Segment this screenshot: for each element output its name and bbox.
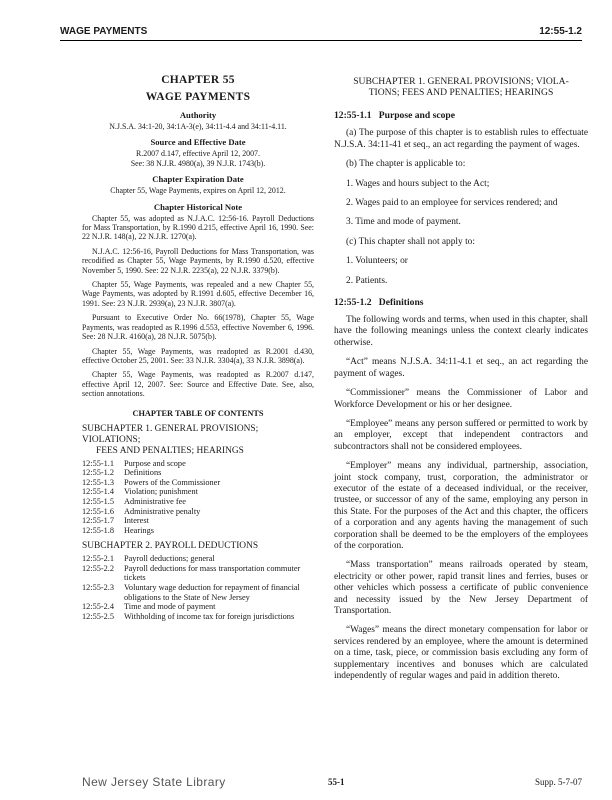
- toc-row: [82, 526, 220, 536]
- toc-title: Withholding of income tax for foreign jurisdictions: [124, 611, 295, 621]
- s11-item-b2: 2. Wages paid to an employee for services rendered; and: [346, 198, 558, 209]
- toc-row: [82, 516, 220, 526]
- s12-intro: The following words and terms, when used in this chapter, shall have the following meanings unless the context clearly indicates otherwise.: [334, 315, 588, 348]
- expiration-heading: Chapter Expiration Date: [152, 174, 244, 185]
- toc-row: [82, 507, 220, 517]
- subchapter-1-heading-line1: SUBCHAPTER 1. GENERAL PROVISIONS; VIOLA-: [353, 76, 569, 87]
- toc-subchapter-1-line1: SUBCHAPTER 1. GENERAL PROVISIONS; VIOLATIONS;: [82, 423, 259, 445]
- history-note-4: Pursuant to Executive Order No. 66(1978), Chapter 55, Wage Payments, was readopted as R.1996 d.553, effective November 6, 1996. See: 28 N.J.R. 4160(a), 28 N.J.R. 5075(b).: [82, 313, 314, 342]
- section-1-1-heading: 12:55-1.1 Purpose and scope: [334, 110, 455, 122]
- header-rule: [60, 40, 582, 41]
- toc-list-1: [82, 459, 220, 536]
- history-heading: Chapter Historical Note: [153, 201, 243, 212]
- toc-row: [82, 554, 314, 564]
- def-wages: “Wages” means the direct monetary compensation for labor or services rendered by an employee, where the amount is determined on a time, task, piece, or commission basis excluding any form of supplementary incentives and bonuses which are calculated independently of regular wages and paid in addition thereto.: [334, 625, 588, 682]
- history-notes: [82, 214, 314, 399]
- expiration-text: Chapter 55, Wage Payments, expires on April 12, 2012.: [110, 186, 286, 196]
- s11-para-a: (a) The purpose of this chapter is to establish rules to effectuate N.J.S.A. 34:11-41 et seq., an act regarding the payment of wages.: [334, 128, 588, 150]
- def-employee: “Employee” means any person suffered or permitted to work by an employer, except that independent contractors and subcontractors shall not be considered employees.: [334, 418, 588, 452]
- toc-list-2: [82, 554, 314, 621]
- subchapter-1-heading: [334, 76, 588, 98]
- chapter-title: WAGE PAYMENTS: [145, 91, 251, 103]
- toc-row: [82, 487, 220, 497]
- s11-para-b: (b) The chapter is applicable to:: [346, 159, 466, 170]
- subchapter-1-heading-line2: TIONS; FEES AND PENALTIES; HEARINGS: [368, 87, 554, 99]
- authority-heading: Authority: [179, 110, 217, 120]
- toc-title: Administrative penalty: [124, 506, 201, 516]
- toc-num: 12:55-1.2: [82, 468, 115, 478]
- toc-num: 12:55-1.8: [82, 525, 115, 535]
- def-mass-transportation: “Mass transportation” means railroads operated by steam, electricity or other power, rapid transit lines and ferries, buses or other vehicles which possess a certificate of public convenience and necessity issued by the New Jersey Department of Transportation.: [334, 560, 588, 616]
- toc-row: [82, 468, 220, 478]
- toc-num: 12:55-1.5: [82, 496, 115, 506]
- authority-text: N.J.S.A. 34:1-20, 34:1A-3(e), 34:11-4.4 and 34:11-4.11.: [109, 122, 287, 131]
- header-section: 12:55-1.2: [539, 26, 582, 37]
- toc-title: Administrative fee: [124, 496, 186, 506]
- s11-item-c2: 2. Patients.: [346, 275, 388, 286]
- page-number: 55-1: [328, 777, 345, 787]
- toc-num: 12:55-2.3: [82, 583, 115, 593]
- toc-row: [82, 602, 314, 612]
- page-footer: [60, 777, 582, 791]
- toc-title: Powers of the Commissioner: [124, 477, 221, 487]
- source-line-1: R.2007 d.147, effective April 12, 2007.: [136, 149, 260, 159]
- toc-title: Violation; punishment: [124, 487, 198, 497]
- toc-num: 12:55-2.4: [82, 602, 115, 612]
- toc-num: 12:55-1.1: [82, 458, 115, 468]
- toc-row: [82, 612, 314, 622]
- history-note-1: Chapter 55, was adopted as N.J.A.C. 12:56-16. Payroll Deductions for Mass Transportation, by R.1990 d.215, effective April 16, 1990. See: 22 N.J.R. 148(a), 22 N.J.R. 1270(a).: [82, 213, 314, 242]
- toc-subchapter-1-line2: FEES AND PENALTIES; HEARINGS: [96, 445, 244, 456]
- toc-title: Payroll deductions; general: [124, 554, 215, 564]
- header-title: WAGE PAYMENTS: [60, 26, 148, 37]
- toc-num: 12:55-1.4: [82, 487, 115, 497]
- toc-subchapter-1: [82, 424, 314, 457]
- toc-num: 12:55-1.3: [82, 477, 115, 487]
- toc-num: 12:55-2.2: [82, 563, 115, 573]
- chapter-number: CHAPTER 55: [161, 74, 235, 86]
- s11-item-b1: 1. Wages and hours subject to the Act;: [346, 178, 490, 189]
- section-1-2-heading: 12:55-1.2 Definitions: [334, 297, 424, 309]
- toc-num: 12:55-1.6: [82, 506, 115, 516]
- library-watermark: New Jersey State Library: [82, 775, 226, 789]
- toc-title: Purpose and scope: [124, 458, 186, 468]
- right-column: [334, 70, 588, 690]
- def-commissioner: “Commissioner” means the Commissioner of Labor and Workforce Development or his or her designee.: [334, 388, 588, 410]
- s11-para-c: (c) This chapter shall not apply to:: [346, 236, 475, 247]
- toc-title: Voluntary wage deduction for repayment of financial obligations to the State of New Jersey: [124, 583, 300, 602]
- history-note-6: Chapter 55, Wage Payments, was readopted as R.2007 d.147, effective April 12, 2007. See: Source and Effective Date. See, also, section annotations.: [82, 370, 314, 399]
- running-header: [60, 26, 582, 40]
- toc-row: [82, 497, 220, 507]
- toc-title: Interest: [124, 516, 149, 526]
- toc-heading: CHAPTER TABLE OF CONTENTS: [132, 408, 264, 418]
- toc-row: [82, 583, 314, 602]
- history-note-5: Chapter 55, Wage Payments, was readopted as R.2001 d.430, effective October 25, 2001. See: 33 N.J.R. 3304(a), 33 N.J.R. 3898(a).: [82, 346, 314, 365]
- toc-title: Time and mode of payment: [124, 602, 216, 612]
- s11-item-b3: 3. Time and mode of payment.: [346, 217, 461, 228]
- history-note-2: N.J.A.C. 12:56-16, Payroll Deductions for Mass Transportation, was recodified as Chapter 55, Wage Payments, by R.1990 d.520, effective November 5, 1990. See: 22 N.J.R. 2235(a), 22 N.J.R. 3379(b).: [82, 246, 314, 275]
- toc-title: Definitions: [124, 468, 162, 478]
- section-1-1-body: [334, 128, 588, 287]
- supplement-date: Supp. 5-7-07: [535, 777, 582, 787]
- source-heading: Source and Effective Date: [150, 137, 246, 148]
- def-employer: “Employer” means any individual, partnership, association, joint stock company, trust, corporation, the administrator or executor of the estate of a deceased individual, or the receiver, trustee, or successor of any of the same, employing any person in this State. For the purposes of the Act and this chapter, the officers of a corporation and any agents having the management of such corporation shall be deemed to be the employers of the employees of the corporation.: [334, 461, 588, 551]
- toc-row: [82, 478, 220, 488]
- source-line-2: See: 38 N.J.R. 4980(a), 39 N.J.R. 1743(b).: [130, 158, 266, 168]
- history-note-3: Chapter 55, Wage Payments, was repealed and a new Chapter 55, Wage Payments, was adopted by R.1991 d.605, effective December 16, 1991. See: 23 N.J.R. 2939(a), 23 N.J.R. 3807(a).: [82, 280, 314, 308]
- toc-num: 12:55-1.7: [82, 516, 115, 526]
- toc-title: Payroll deductions for mass transportation commuter tickets: [124, 563, 301, 583]
- toc-title: Hearings: [124, 525, 154, 535]
- toc-row: [82, 459, 220, 469]
- left-column: [82, 70, 314, 627]
- section-1-2-body: [334, 315, 588, 682]
- toc-subchapter-2: SUBCHAPTER 2. PAYROLL DEDUCTIONS: [82, 541, 259, 552]
- toc-row: [82, 564, 314, 583]
- def-act: “Act” means N.J.S.A. 34:11-4.1 et seq., an act regarding the payment of wages.: [334, 357, 588, 379]
- toc-num: 12:55-2.5: [82, 611, 115, 621]
- s11-item-c1: 1. Volunteers; or: [346, 256, 408, 267]
- toc-num: 12:55-2.1: [82, 554, 115, 564]
